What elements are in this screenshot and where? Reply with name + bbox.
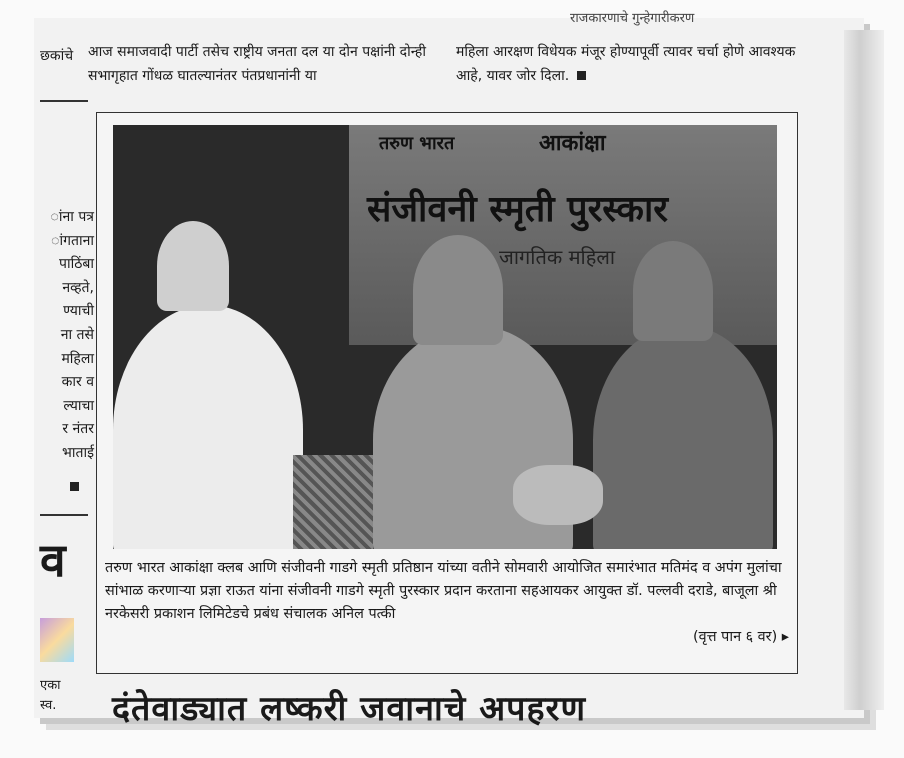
left-column-line: कार व — [61, 374, 94, 391]
color-patch — [40, 618, 74, 662]
left-column-line: महिला — [61, 350, 94, 367]
left-column-line: नव्हते, — [62, 279, 94, 296]
caption-text: तरुण भारत आकांक्षा क्लब आणि संजीवनी गाडगे स्मृती प्रतिष्ठान यांच्या वतीने सोमवारी आयोजित समारंभात मतिमंद व अपंग मुलांचा सांभाळ करणाऱ्या प्रज्ञा राऊत यांना संजीवनी गाडगे स्मृती पुरस्कार प्रदान करताना सहआयकर आयुक्त डॉ. पल्लवी दराडे, बाजूला श्री नरकेसरी प्रकाशन लिमिटेडचे प्रबंध संचालक अनिल पत्की — [105, 560, 782, 622]
woman-head — [413, 235, 503, 345]
man-head — [157, 221, 229, 311]
top-right-text-content: महिला आरक्षण विधेयक मंजूर होण्यापूर्वी त्यावर चर्चा होणे आवश्यक आहे, यावर जोर दिला. — [456, 44, 796, 84]
header-note: राजकारणाचे गुन्हेगारीकरण — [570, 11, 695, 26]
left-bottom-line: स्व. — [40, 698, 57, 713]
left-column-line: ल्याचा — [63, 397, 94, 414]
banner-line1: तरुण भारत — [379, 133, 455, 154]
photo-caption — [105, 557, 789, 649]
continued-note: (वृत्त पान ६ वर) ▸ — [693, 629, 789, 645]
left-column-line: र नंतर — [62, 421, 94, 438]
top-middle-text-content: आज समाजवादी पार्टी तसेच राष्ट्रीय जनता दल या दोन पक्षांनी दोन्ही सभागृहात गोंधळ घातल्यानंतर पंतप्रधानांनी या — [88, 44, 426, 84]
left-column-text — [40, 206, 94, 466]
photo-story-box — [96, 112, 798, 674]
chair — [293, 455, 373, 549]
banner-subtitle: जागतिक महिला — [499, 245, 616, 269]
banner-title: संजीवनी स्मृती पुरस्कार — [367, 189, 669, 230]
end-mark-icon — [577, 71, 586, 80]
left-big-letter: व — [40, 533, 66, 587]
bottom-headline: दंतेवाड्यात लष्करी जवानाचे अपहरण — [112, 689, 587, 729]
top-right-text — [456, 40, 816, 88]
end-mark-icon — [70, 482, 79, 491]
column-rule — [40, 514, 88, 516]
left-bottom-line: एका — [40, 678, 61, 693]
left-top-fragment: छकांचे — [40, 48, 74, 64]
left-column-line: ांना पत्र — [50, 209, 94, 225]
left-column-line: ांगताना — [51, 232, 94, 249]
left-bottom-text — [40, 676, 61, 716]
news-photo — [113, 125, 777, 549]
continued-text: (वृत्त पान ६ वर) — [693, 629, 778, 645]
awardee — [593, 325, 773, 549]
awardee-head — [633, 241, 713, 341]
left-column-line: पाठिंबा — [59, 256, 94, 273]
top-middle-text — [88, 40, 448, 88]
left-column-line: भाताई — [62, 444, 94, 461]
paper-fold — [844, 30, 884, 710]
man-clapping — [113, 305, 303, 549]
left-column-line: ना तसे — [60, 326, 94, 343]
left-column-line: ण्याची — [63, 303, 94, 320]
flower-bouquet — [513, 465, 603, 525]
banner-line2: आकांक्षा — [539, 131, 606, 156]
column-rule — [40, 100, 88, 102]
